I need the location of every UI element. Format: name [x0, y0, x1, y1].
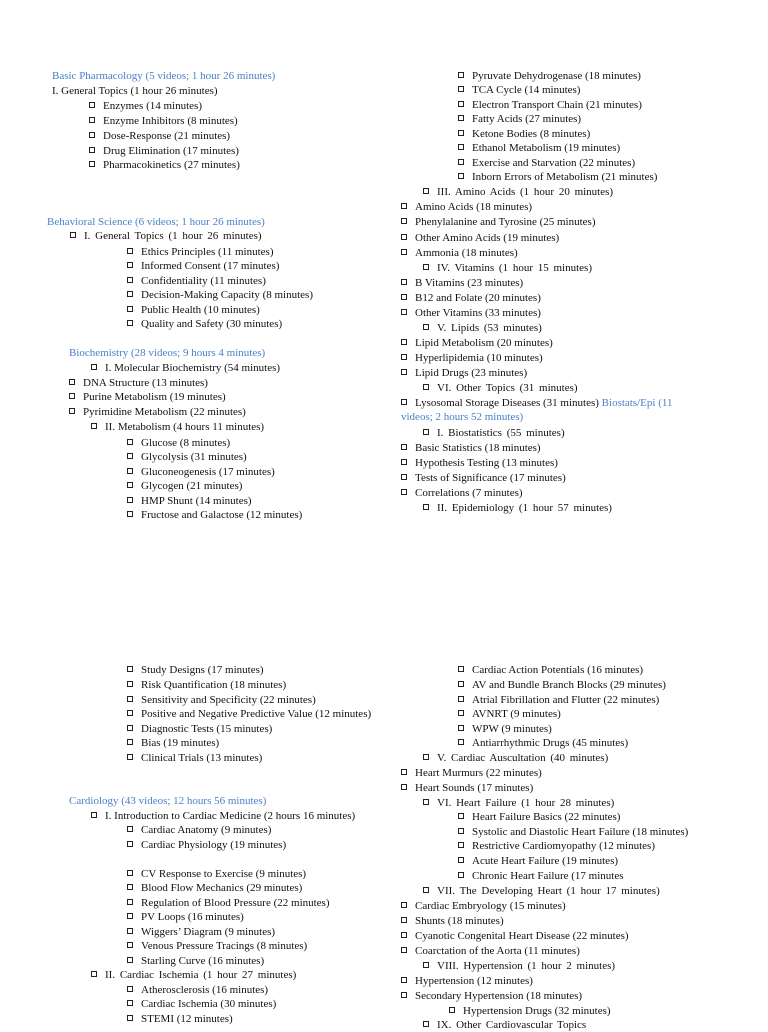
outline-item: Bias (19 minutes) — [127, 736, 219, 750]
outline-item: Gluconeogenesis (17 minutes) — [127, 465, 275, 479]
outline-item: II. Metabolism (4 hours 11 minutes) — [91, 420, 264, 434]
outline-item: Enzyme Inhibitors (8 minutes) — [89, 114, 238, 128]
section-heading: Biochemistry (28 videos; 9 hours 4 minutes) — [69, 347, 266, 359]
outline-item: Ketone Bodies (8 minutes) — [458, 127, 590, 141]
outline-item: VI. Other Topics (31 minutes) — [423, 381, 578, 395]
outline-item: Venous Pressure Tracings (8 minutes) — [127, 939, 307, 953]
outline-item: Inborn Errors of Metabolism (21 minutes) — [458, 170, 657, 184]
section-heading: videos; 2 hours 52 minutes) — [401, 411, 524, 423]
outline-item: Ethics Principles (11 minutes) — [127, 245, 274, 259]
outline-item: Informed Consent (17 minutes) — [127, 259, 279, 273]
outline-item: Hyperlipidemia (10 minutes) — [401, 351, 543, 365]
outline-item: Clinical Trials (13 minutes) — [127, 751, 262, 765]
outline-item: Public Health (10 minutes) — [127, 303, 260, 317]
outline-item: Pyrimidine Metabolism (22 minutes) — [69, 405, 246, 419]
outline-item: Antiarrhythmic Drugs (45 minutes) — [458, 736, 628, 750]
section-heading: Biostats/Epi (11 — [601, 397, 673, 409]
outline-item: Atrial Fibrillation and Flutter (22 minutes) — [458, 693, 659, 707]
outline-item: Lipid Drugs (23 minutes) — [401, 366, 527, 380]
outline-item: II. Epidemiology (1 hour 57 minutes) — [423, 501, 612, 515]
outline-item: TCA Cycle (14 minutes) — [458, 83, 580, 97]
outline-item: Heart Sounds (17 minutes) — [401, 781, 533, 795]
section-heading: Basic Pharmacology (5 videos; 1 hour 26 minutes) — [52, 70, 276, 82]
outline-item: Electron Transport Chain (21 minutes) — [458, 98, 642, 112]
outline-item: VIII. Hypertension (1 hour 2 minutes) — [423, 959, 615, 973]
outline-item: V. Cardiac Auscultation (40 minutes) — [423, 751, 608, 765]
outline-item: Cardiac Action Potentials (16 minutes) — [458, 663, 643, 677]
outline-item: PV Loops (16 minutes) — [127, 910, 244, 924]
outline-item: Glucose (8 minutes) — [127, 436, 230, 450]
outline-item: Starling Curve (16 minutes) — [127, 954, 264, 968]
outline-item: Drug Elimination (17 minutes) — [89, 144, 239, 158]
outline-item: III. Amino Acids (1 hour 20 minutes) — [423, 185, 613, 199]
outline-item: Coarctation of the Aorta (11 minutes) — [401, 944, 580, 958]
section-heading: Cardiology (43 videos; 12 hours 56 minutes) — [69, 795, 267, 807]
outline-item: Exercise and Starvation (22 minutes) — [458, 156, 635, 170]
outline-item: Cardiac Ischemia (30 minutes) — [127, 997, 276, 1011]
outline-item: Blood Flow Mechanics (29 minutes) — [127, 881, 302, 895]
outline-item: Diagnostic Tests (15 minutes) — [127, 722, 272, 736]
outline-item: Acute Heart Failure (19 minutes) — [458, 854, 618, 868]
outline-item: Glycolysis (31 minutes) — [127, 450, 247, 464]
outline-item: Secondary Hypertension (18 minutes) — [401, 989, 582, 1003]
outline-item: Atherosclerosis (16 minutes) — [127, 983, 268, 997]
outline-item: Pharmacokinetics (27 minutes) — [89, 158, 240, 172]
outline-item: Quality and Safety (30 minutes) — [127, 317, 282, 331]
outline-item: Lysosomal Storage Diseases (31 minutes) Biostats/Epi (11 — [401, 396, 672, 410]
outline-item: Dose-Response (21 minutes) — [89, 129, 230, 143]
outline-item: Lipid Metabolism (20 minutes) — [401, 336, 553, 350]
outline-item: I. General Topics (1 hour 26 minutes) — [52, 85, 218, 97]
outline-item: Hypertension Drugs (32 minutes) — [449, 1004, 611, 1018]
outline-item: Cyanotic Congenital Heart Disease (22 minutes) — [401, 929, 629, 943]
outline-item: Correlations (7 minutes) — [401, 486, 523, 500]
outline-item: Cardiac Embryology (15 minutes) — [401, 899, 566, 913]
outline-item: DNA Structure (13 minutes) — [69, 376, 208, 390]
outline-item: Amino Acids (18 minutes) — [401, 200, 532, 214]
outline-item: Pyruvate Dehydrogenase (18 minutes) — [458, 69, 641, 83]
outline-item: Sensitivity and Specificity (22 minutes) — [127, 693, 316, 707]
outline-item: Study Designs (17 minutes) — [127, 663, 264, 677]
outline-item: Shunts (18 minutes) — [401, 914, 504, 928]
outline-item: I. Molecular Biochemistry (54 minutes) — [91, 361, 280, 375]
outline-item: B Vitamins (23 minutes) — [401, 276, 523, 290]
outline-item: Glycogen (21 minutes) — [127, 479, 242, 493]
section-heading: Behavioral Science (6 videos; 1 hour 26 minutes) — [47, 216, 265, 228]
outline-item: Heart Failure Basics (22 minutes) — [458, 810, 620, 824]
outline-item: Phenylalanine and Tyrosine (25 minutes) — [401, 215, 596, 229]
outline-item: IV. Vitamins (1 hour 15 minutes) — [423, 261, 592, 275]
outline-item: I. Biostatistics (55 minutes) — [423, 426, 565, 440]
outline-item: I. General Topics (1 hour 26 minutes) — [70, 229, 262, 243]
outline-item: HMP Shunt (14 minutes) — [127, 494, 252, 508]
outline-item: Other Amino Acids (19 minutes) — [401, 231, 559, 245]
outline-item: IX. Other Cardiovascular Topics — [423, 1018, 586, 1032]
outline-item: Positive and Negative Predictive Value (12 minutes) — [127, 707, 371, 721]
outline-item: B12 and Folate (20 minutes) — [401, 291, 541, 305]
outline-item: Hypertension (12 minutes) — [401, 974, 533, 988]
outline-item: Basic Statistics (18 minutes) — [401, 441, 541, 455]
outline-item: I. Introduction to Cardiac Medicine (2 hours 16 minutes) — [91, 809, 355, 823]
outline-item: Systolic and Diastolic Heart Failure (18 minutes) — [458, 825, 688, 839]
outline-item: V. Lipids (53 minutes) — [423, 321, 542, 335]
outline-item: CV Response to Exercise (9 minutes) — [127, 867, 306, 881]
outline-item: Heart Murmurs (22 minutes) — [401, 766, 542, 780]
outline-item: Cardiac Physiology (19 minutes) — [127, 838, 286, 852]
outline-item: Fatty Acids (27 minutes) — [458, 112, 581, 126]
outline-item: Ethanol Metabolism (19 minutes) — [458, 141, 620, 155]
outline-item: Purine Metabolism (19 minutes) — [69, 390, 226, 404]
outline-item: Chronic Heart Failure (17 minutes — [458, 869, 624, 883]
outline-item: Restrictive Cardiomyopathy (12 minutes) — [458, 839, 655, 853]
outline-item: Risk Quantification (18 minutes) — [127, 678, 286, 692]
outline-item: Confidentiality (11 minutes) — [127, 274, 266, 288]
outline-item: Enzymes (14 minutes) — [89, 99, 202, 113]
outline-item: Fructose and Galactose (12 minutes) — [127, 508, 302, 522]
outline-item: Ammonia (18 minutes) — [401, 246, 518, 260]
outline-item: VII. The Developing Heart (1 hour 17 minutes) — [423, 884, 660, 898]
outline-item: Regulation of Blood Pressure (22 minutes) — [127, 896, 330, 910]
outline-item: Other Vitamins (33 minutes) — [401, 306, 541, 320]
outline-item: Wiggers’ Diagram (9 minutes) — [127, 925, 275, 939]
outline-item: STEMI (12 minutes) — [127, 1012, 233, 1026]
outline-item: AV and Bundle Branch Blocks (29 minutes) — [458, 678, 666, 692]
outline-item: II. Cardiac Ischemia (1 hour 27 minutes) — [91, 968, 296, 982]
outline-item: Hypothesis Testing (13 minutes) — [401, 456, 558, 470]
outline-item: Cardiac Anatomy (9 minutes) — [127, 823, 271, 837]
outline-item: AVNRT (9 minutes) — [458, 707, 561, 721]
outline-item: VI. Heart Failure (1 hour 28 minutes) — [423, 796, 614, 810]
outline-item: WPW (9 minutes) — [458, 722, 552, 736]
outline-item: Decision-Making Capacity (8 minutes) — [127, 288, 313, 302]
outline-item: Tests of Significance (17 minutes) — [401, 471, 566, 485]
